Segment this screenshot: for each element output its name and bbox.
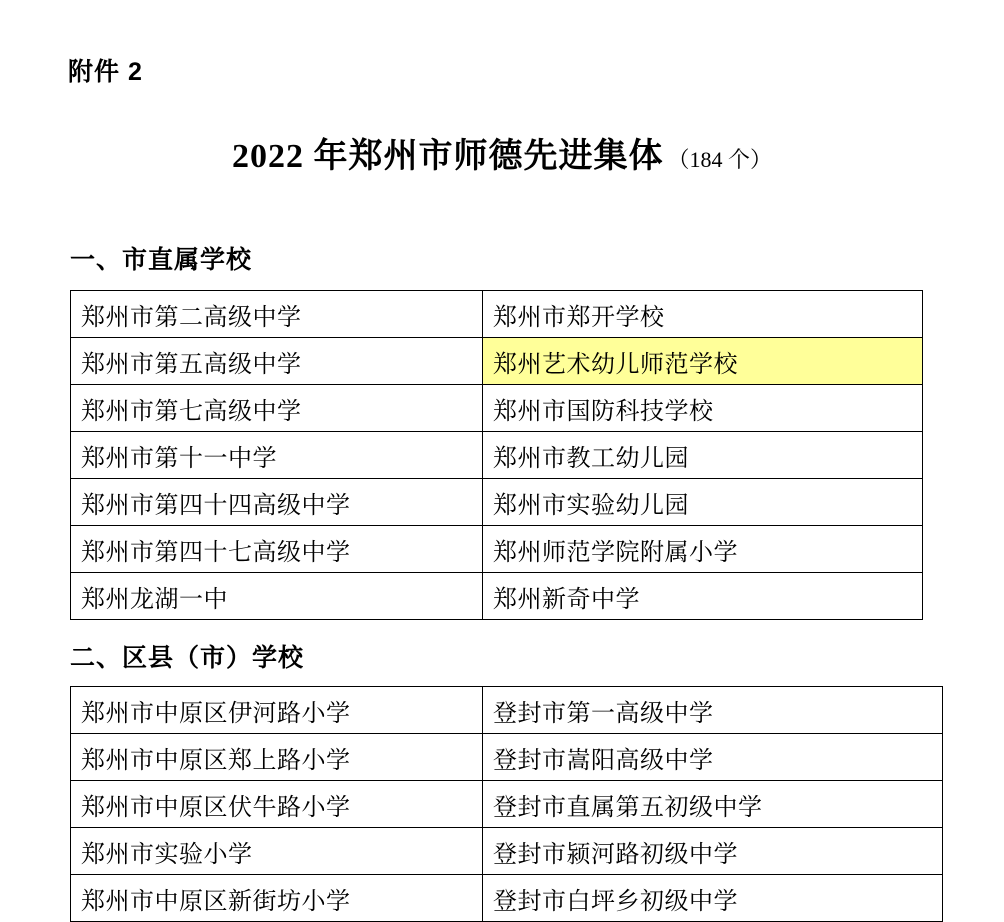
table-cell: 郑州市第七高级中学 — [71, 385, 483, 432]
table-cell: 郑州市第十一中学 — [71, 432, 483, 479]
page-title-main: 2022 年郑州市师德先进集体 — [231, 138, 664, 175]
table-cell: 登封市白坪乡初级中学 — [483, 875, 943, 922]
table-cell-highlighted: 郑州艺术幼儿师范学校 — [483, 338, 923, 385]
table-row — [71, 781, 943, 828]
table-row — [71, 479, 923, 526]
table-cell: 郑州师范学院附属小学 — [483, 526, 923, 573]
table-row — [71, 687, 943, 734]
table-row — [71, 828, 943, 875]
table-cell: 郑州市国防科技学校 — [483, 385, 923, 432]
table-cell: 郑州市中原区新街坊小学 — [71, 875, 483, 922]
section-heading-1: 一、市直属学校 — [70, 246, 253, 274]
table-cell: 郑州市郑开学校 — [483, 291, 923, 338]
table-row — [71, 385, 923, 432]
schools-table-city-direct — [70, 290, 923, 620]
table-cell: 郑州龙湖一中 — [71, 573, 483, 620]
table-cell: 郑州市第五高级中学 — [71, 338, 483, 385]
table-cell: 郑州市中原区伏牛路小学 — [71, 781, 483, 828]
table-cell: 登封市第一高级中学 — [483, 687, 943, 734]
page-title-count: （184 个） — [667, 147, 772, 172]
section-heading-2: 二、区县（市）学校 — [70, 644, 305, 672]
table-cell: 郑州市实验小学 — [71, 828, 483, 875]
table-cell: 登封市嵩阳高级中学 — [483, 734, 943, 781]
table-cell: 郑州市中原区伊河路小学 — [71, 687, 483, 734]
table-cell: 郑州新奇中学 — [483, 573, 923, 620]
table-row — [71, 526, 923, 573]
schools-table-districts — [70, 686, 943, 922]
table-row — [71, 573, 923, 620]
table-cell: 郑州市第二高级中学 — [71, 291, 483, 338]
table-cell: 郑州市教工幼儿园 — [483, 432, 923, 479]
table-row — [71, 734, 943, 781]
table-cell: 郑州市第四十四高级中学 — [71, 479, 483, 526]
page-title — [0, 128, 1004, 177]
table-cell: 登封市直属第五初级中学 — [483, 781, 943, 828]
attachment-label: 附件 2 — [68, 58, 143, 86]
table-cell: 郑州市实验幼儿园 — [483, 479, 923, 526]
table-row — [71, 432, 923, 479]
table-cell: 郑州市中原区郑上路小学 — [71, 734, 483, 781]
table-cell: 登封市颍河路初级中学 — [483, 828, 943, 875]
table-row — [71, 875, 943, 922]
table-row — [71, 338, 923, 385]
table-row — [71, 291, 923, 338]
table-cell: 郑州市第四十七高级中学 — [71, 526, 483, 573]
